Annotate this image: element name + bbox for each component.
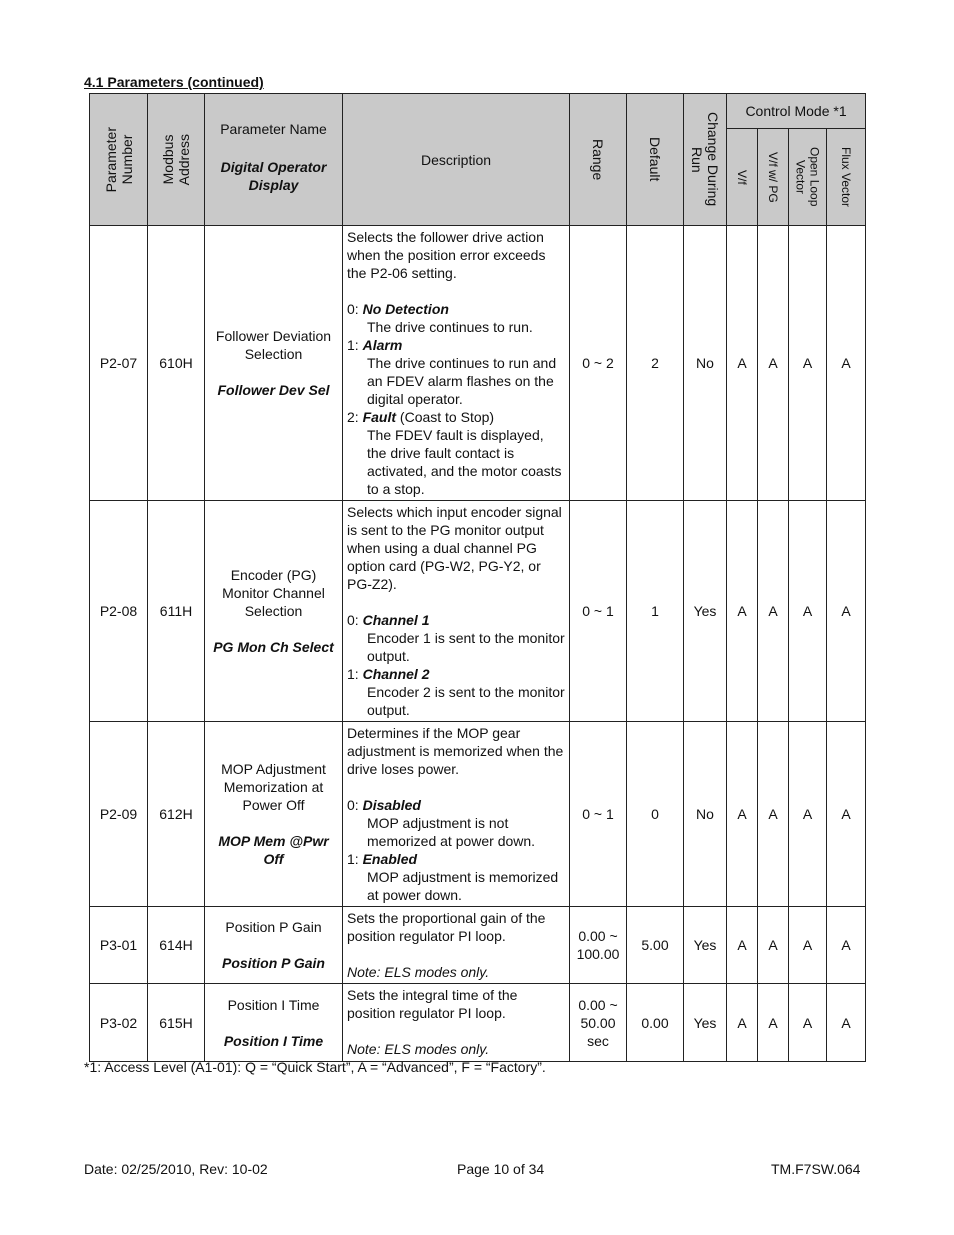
range: 0 ~ 1 xyxy=(570,501,627,722)
header-default: Default xyxy=(627,94,684,226)
range: 0 ~ 1 xyxy=(570,722,627,907)
modbus-address: 612H xyxy=(148,722,205,907)
param-name: MOP Adjustment Memorization at Power Off xyxy=(221,761,326,813)
control-mode-access: A xyxy=(727,984,758,1062)
option-text: Encoder 2 is sent to the monitor output. xyxy=(367,684,565,718)
option-text: MOP adjustment is memorized at power down. xyxy=(367,869,559,903)
param-name: Follower Deviation Selection xyxy=(215,328,332,362)
section-title: 4.1 Parameters (continued) xyxy=(84,74,264,90)
header-digital-operator-display: Digital Operator Display xyxy=(220,159,327,193)
option-text: Encoder 1 is sent to the monitor output. xyxy=(367,630,565,664)
modbus-address: 614H xyxy=(148,907,205,984)
control-mode-access: A xyxy=(827,226,866,501)
param-name: Position P Gain xyxy=(225,919,322,935)
default: 0 xyxy=(627,722,684,907)
default: 2 xyxy=(627,226,684,501)
header-modbus-address: Modbus Address xyxy=(148,94,205,226)
control-mode-access: A xyxy=(758,984,789,1062)
operator-display: Position P Gain xyxy=(222,955,325,971)
operator-display: PG Mon Ch Select xyxy=(213,639,334,655)
modbus-address: 615H xyxy=(148,984,205,1062)
option-label: Fault xyxy=(362,409,397,425)
control-mode-access: A xyxy=(827,722,866,907)
option-line xyxy=(347,336,565,354)
table-row xyxy=(90,722,866,907)
operator-display: Position I Time xyxy=(223,1032,324,1049)
param-name-cell xyxy=(205,984,343,1062)
header-parameter-name: Parameter Name Digital Operator Display xyxy=(205,94,343,226)
option-number: 1: xyxy=(347,666,359,682)
option-line xyxy=(347,665,565,683)
control-mode-access: A xyxy=(727,907,758,984)
option-label: Disabled xyxy=(362,797,421,813)
option-number: 1: xyxy=(347,337,359,353)
option-text: The drive continues to run. xyxy=(367,319,533,335)
option-number: 1: xyxy=(347,851,359,867)
header-change-during-run: Change During Run xyxy=(684,94,727,226)
range: 0 ~ 2 xyxy=(570,226,627,501)
range: 0.00 ~ 50.00 sec xyxy=(570,984,627,1062)
modbus-address: 611H xyxy=(148,501,205,722)
param-number: P3-01 xyxy=(90,907,148,984)
param-number: P3-02 xyxy=(90,984,148,1062)
description-text: Determines if the MOP gear adjustment is memorized when the drive loses power. xyxy=(347,725,564,777)
default: 0.00 xyxy=(627,984,684,1062)
description-cell xyxy=(343,984,570,1062)
header-vf-pg: V/f w/ PG xyxy=(758,129,789,226)
table-row xyxy=(90,984,866,1062)
header-description: Description xyxy=(343,94,570,226)
modbus-address: 610H xyxy=(148,226,205,501)
param-name-cell xyxy=(205,226,343,501)
option-text: The FDEV fault is displayed, the drive fault contact is activated, and the motor coasts to a stop. xyxy=(367,427,562,497)
description-note: Note: ELS modes only. xyxy=(347,964,490,980)
param-name-cell xyxy=(205,907,343,984)
control-mode-access: A xyxy=(727,722,758,907)
option-line xyxy=(347,300,565,318)
description-text: Sets the integral time of the position regulator PI loop. xyxy=(347,987,518,1021)
header-open-loop-vector: Open Loop Vector xyxy=(789,129,827,226)
description-cell xyxy=(343,501,570,722)
header-flux-vector: Flux Vector xyxy=(827,129,866,226)
description-text: Selects the follower drive action when the position error exceeds the P2-06 setting. xyxy=(347,229,546,281)
control-mode-access: A xyxy=(789,722,827,907)
param-name-cell xyxy=(205,501,343,722)
option-extra: (Coast to Stop) xyxy=(399,409,495,425)
option-number: 0: xyxy=(347,797,359,813)
option-line xyxy=(347,408,565,426)
option-label: Enabled xyxy=(362,851,418,867)
control-mode-access: A xyxy=(758,907,789,984)
header-vf: V/f xyxy=(727,129,758,226)
control-mode-access: A xyxy=(758,722,789,907)
operator-display: MOP Mem @Pwr Off xyxy=(218,833,329,867)
control-mode-access: A xyxy=(827,907,866,984)
option-number: 2: xyxy=(347,409,359,425)
option-text: MOP adjustment is not memorized at power down. xyxy=(367,815,536,849)
option-label: Channel 2 xyxy=(362,666,430,682)
range: 0.00 ~ 100.00 xyxy=(570,907,627,984)
option-number: 0: xyxy=(347,301,359,317)
option-label: Alarm xyxy=(362,337,403,353)
option-line xyxy=(347,850,565,868)
footer-doc-id: TM.F7SW.064 xyxy=(771,1161,861,1177)
header-control-mode: Control Mode *1 xyxy=(727,94,866,129)
option-label: Channel 1 xyxy=(362,612,430,628)
description-text: Selects which input encoder signal is sent to the PG monitor output when using a dual channel PG option card (PG-W2, PG-Y2, or PG-Z2). xyxy=(347,504,562,592)
param-name: Encoder (PG) Monitor Channel Selection xyxy=(222,567,325,619)
control-mode-access: A xyxy=(727,226,758,501)
control-mode-access: A xyxy=(827,984,866,1062)
change-during-run: Yes xyxy=(684,984,727,1062)
description-cell xyxy=(343,907,570,984)
description-note: Note: ELS modes only. xyxy=(347,1041,490,1057)
description-cell xyxy=(343,226,570,501)
param-name-cell xyxy=(205,722,343,907)
default: 1 xyxy=(627,501,684,722)
control-mode-access: A xyxy=(827,501,866,722)
footnote: *1: Access Level (A1-01): Q = “Quick Start”, A = “Advanced”, F = “Factory”. xyxy=(84,1059,546,1075)
header-parameter-number: Parameter Number xyxy=(90,94,148,226)
change-during-run: Yes xyxy=(684,907,727,984)
option-text: The drive continues to run and an FDEV alarm flashes on the digital operator. xyxy=(367,355,557,407)
description-text: Sets the proportional gain of the position regulator PI loop. xyxy=(347,910,546,944)
param-number: P2-08 xyxy=(90,501,148,722)
default: 5.00 xyxy=(627,907,684,984)
parameters-table xyxy=(89,93,866,1062)
change-during-run: Yes xyxy=(684,501,727,722)
header-range: Range xyxy=(570,94,627,226)
description-cell xyxy=(343,722,570,907)
footer-date: Date: 02/25/2010, Rev: 10-02 xyxy=(84,1161,268,1177)
option-label: No Detection xyxy=(362,301,449,317)
footer-page: Page 10 of 34 xyxy=(457,1161,545,1177)
control-mode-access: A xyxy=(758,501,789,722)
param-number: P2-07 xyxy=(90,226,148,501)
table-row xyxy=(90,226,866,501)
operator-display: Follower Dev Sel xyxy=(217,382,330,398)
control-mode-access: A xyxy=(789,907,827,984)
change-during-run: No xyxy=(684,722,727,907)
param-name: Position I Time xyxy=(227,996,320,1013)
option-number: 0: xyxy=(347,612,359,628)
option-line xyxy=(347,611,565,629)
table-row xyxy=(90,907,866,984)
control-mode-access: A xyxy=(789,501,827,722)
control-mode-access: A xyxy=(727,501,758,722)
option-line xyxy=(347,796,565,814)
change-during-run: No xyxy=(684,226,727,501)
control-mode-access: A xyxy=(789,226,827,501)
control-mode-access: A xyxy=(789,984,827,1062)
control-mode-access: A xyxy=(758,226,789,501)
table-row xyxy=(90,501,866,722)
param-number: P2-09 xyxy=(90,722,148,907)
